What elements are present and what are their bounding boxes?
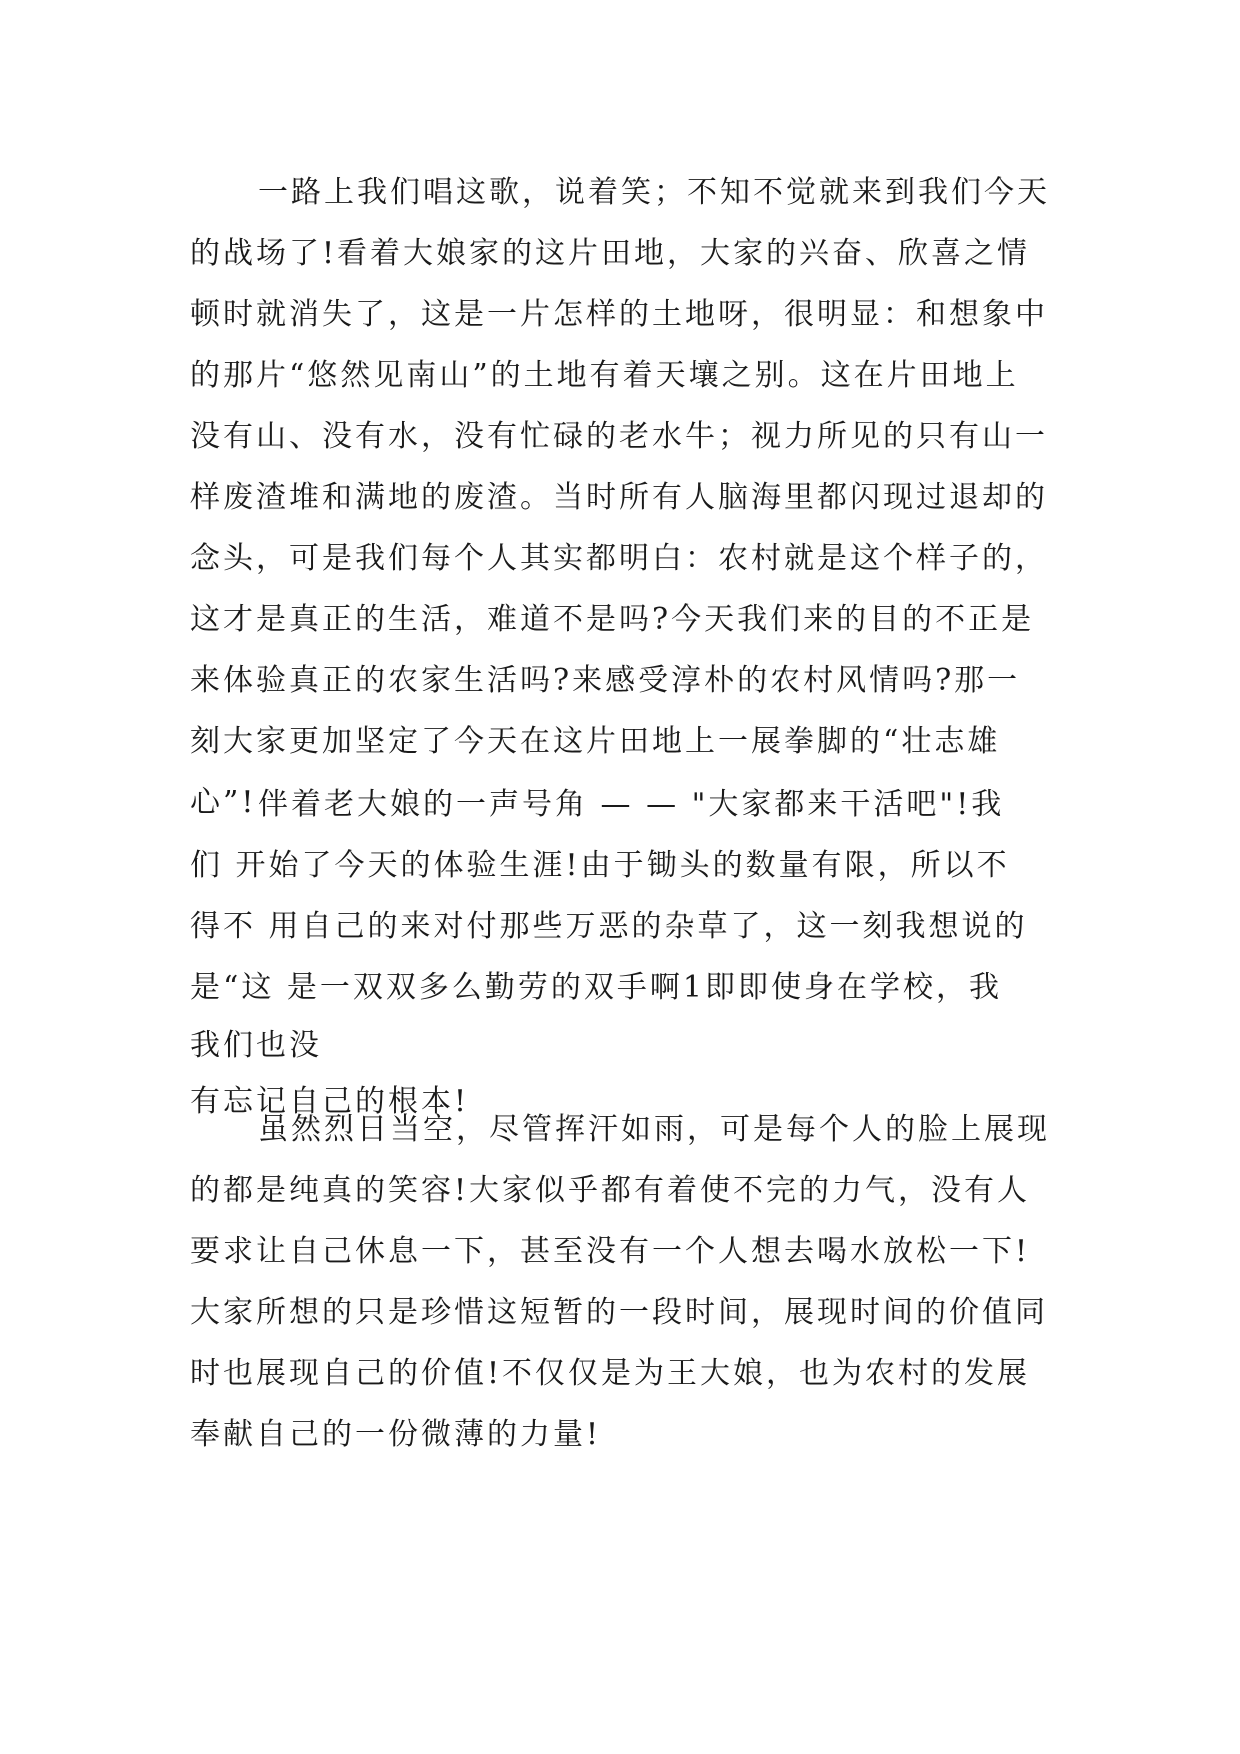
text-line: 时也展现自己的价值!不仅仅是为王大娘，也为农村的发展 <box>190 1356 1031 1391</box>
text-line: 伴着老大娘的一声号角 — — "大家都来干活吧"!我 <box>258 787 1005 822</box>
text-line: 样废渣堆和满地的废渣。当时所有人脑海里都闪现过退却的 <box>190 480 1048 515</box>
text-line: 念头，可是我们每个人其实都明白：农村就是这个样子的， <box>190 541 1048 576</box>
text-line: 心”! <box>190 785 257 820</box>
text-line: 奉献自己的一份微薄的力量! <box>190 1417 602 1452</box>
text-line: 顿时就消失了，这是一片怎样的土地呀，很明显：和想象中 <box>190 297 1048 332</box>
text-line: 要求让自己休息一下，甚至没有一个人想去喝水放松一下! <box>190 1234 1031 1269</box>
text-line: 的战场了!看着大娘家的这片田地，大家的兴奋、欣喜之情 <box>190 236 1031 271</box>
text-line: 来体验真正的农家生活吗?来感受淳朴的农村风情吗?那一 <box>190 663 1021 698</box>
text-line: 一路上我们唱这歌，说着笑；不知不觉就来到我们今天 <box>258 175 1050 210</box>
text-line: 我们也没 <box>190 1028 322 1063</box>
text-line: 的那片“悠然见南山”的土地有着天壤之别。这在片田地上 <box>190 358 1019 393</box>
paragraph-3 <box>190 1099 1060 1465</box>
text-line: 虽然烈日当空，尽管挥汗如雨，可是每个人的脸上展现 <box>258 1112 1050 1147</box>
text-line: 没有山、没有水，没有忙碌的老水牛；视力所见的只有山一 <box>190 419 1048 454</box>
text-line: 们 开始了今天的体验生涯!由于锄头的数量有限，所以不 <box>190 848 1010 883</box>
paragraph-2 <box>190 774 1060 1130</box>
text-line: 刻大家更加坚定了今天在这片田地上一展拳脚的“壮志雄 <box>190 724 1001 759</box>
text-line: 有忘记自己的根本! <box>190 1084 470 1119</box>
text-line: 的都是纯真的笑容!大家似乎都有着使不完的力气，没有人 <box>190 1173 1031 1208</box>
text-line: 大家所想的只是珍惜这短暂的一段时间，展现时间的价值同 <box>190 1295 1048 1330</box>
paragraph-1 <box>190 162 1060 833</box>
text-line: 是“这 是一双双多么勤劳的双手啊1即即使身在学校，我 <box>190 970 1002 1005</box>
text-line: 这才是真正的生活，难道不是吗?今天我们来的目的不正是 <box>190 602 1035 637</box>
text-line: 得不 用自己的来对付那些万恶的杂草了，这一刻我想说的 <box>190 909 1028 944</box>
